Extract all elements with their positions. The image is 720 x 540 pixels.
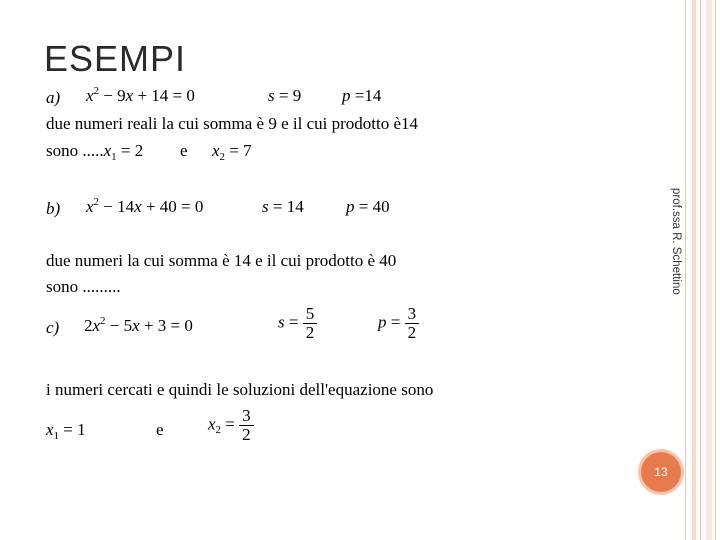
example-a-label: a) <box>46 88 61 107</box>
page-number-badge: 13 <box>641 452 681 492</box>
example-c-product-fraction: $\frac{3}{2}$ <box>405 305 420 342</box>
example-c-x2-fraction: $\frac{3}{2}$ <box>239 407 254 444</box>
right-decorative-border <box>685 0 720 540</box>
example-c-equation: $2x^2 - 5x + 3 = 0$ <box>84 315 193 335</box>
example-c-e: e <box>156 420 164 439</box>
example-a-x2: $x_2 = 7$ <box>212 141 252 163</box>
example-c-product: p = $\frac{3}{2}$ <box>378 305 419 342</box>
example-c-description: i numeri cercati e quindi le soluzioni dell'equazione sono <box>46 380 434 399</box>
example-c-label: c) <box>46 318 60 337</box>
example-b-sum: s = 14 <box>262 197 304 216</box>
example-c-sum-fraction: $\frac{5}{2}$ <box>303 305 318 342</box>
example-a-solutions: sono $.....x_1 = 2$ <box>46 141 144 163</box>
example-b-description: due numeri la cui somma è 14 e il cui prodotto è 40 <box>46 251 397 270</box>
example-c-x1: $x_1 = 1$ <box>46 420 86 442</box>
example-b-label: b) <box>46 199 61 218</box>
example-a-sum: s = 9 <box>268 86 302 105</box>
example-b-solutions: sono ......... <box>46 277 121 296</box>
example-b-equation: $x^2 - 14x + 40 = 0$ <box>86 196 204 216</box>
author-vertical-label: prof.ssa R. Schettino <box>670 188 682 295</box>
example-a-equation: $x^2 - 9x + 14 = 0$ <box>86 85 195 105</box>
example-a-description: due numeri reali la cui somma è 9 e il cui prodotto è14 <box>46 114 418 133</box>
example-a-e: e <box>180 141 188 160</box>
example-a-product: p =14 <box>342 86 382 105</box>
example-c-x2: $x_2$ = $\frac{3}{2}$ <box>208 407 254 444</box>
slide-title: ESEMPI <box>44 38 187 79</box>
example-c-sum: s = $\frac{5}{2}$ <box>278 305 317 342</box>
example-b-product: p = 40 <box>346 197 390 216</box>
